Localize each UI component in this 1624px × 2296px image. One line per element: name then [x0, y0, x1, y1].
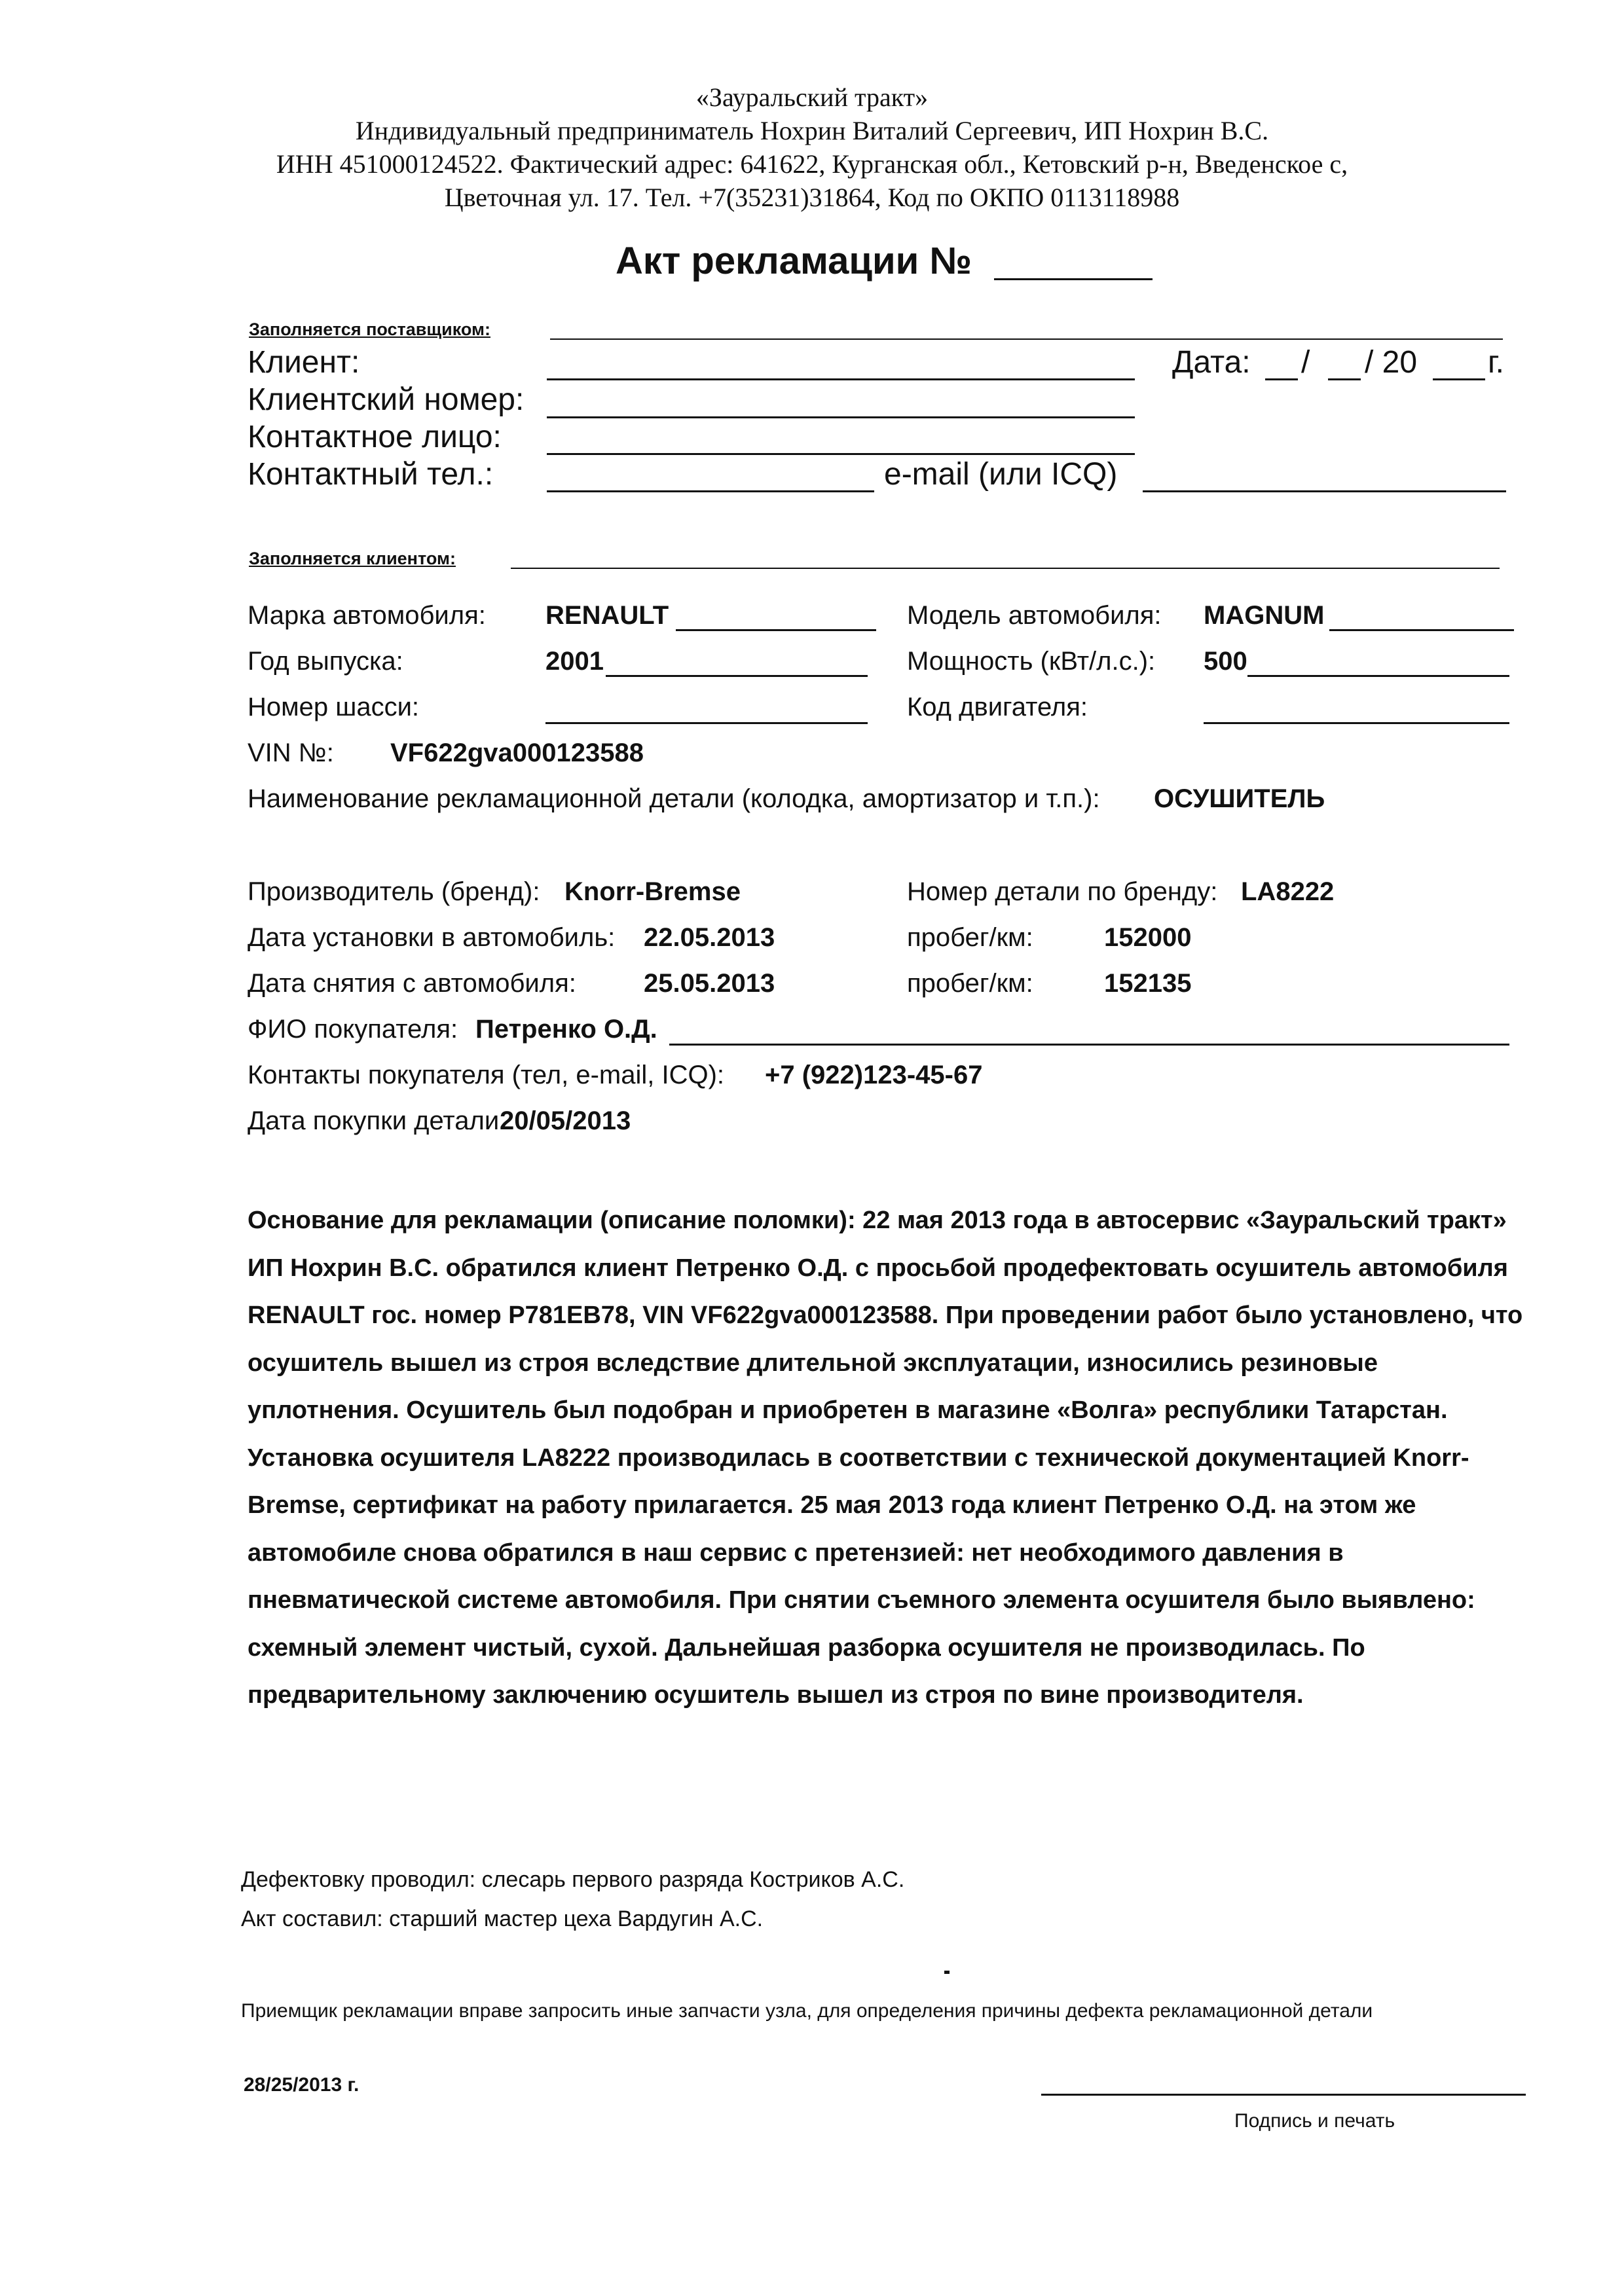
act-compiler-line: Акт составил: старший мастер цеха Вардугин А.С. [241, 1906, 764, 1931]
removal-date-label: Дата снятия с автомобиля: [248, 969, 576, 998]
client-number-field[interactable] [547, 416, 1135, 418]
chassis-field[interactable] [545, 722, 868, 724]
buyer-contacts-label: Контакты покупателя (тел, e-mail, ICQ): [248, 1061, 725, 1089]
date-label: Дата: [1172, 345, 1251, 380]
signature-field[interactable] [1041, 2094, 1526, 2096]
part-number-value: LA8222 [1241, 877, 1335, 906]
contact-person-label: Контактное лицо: [248, 420, 502, 454]
part-number-label: Номер детали по бренду: [907, 877, 1218, 906]
engine-code-label: Код двигателя: [907, 693, 1088, 721]
power-field[interactable] [1247, 675, 1509, 677]
buyer-name-field[interactable] [669, 1044, 1509, 1046]
vin-value: VF622gva000123588 [390, 738, 644, 767]
email-label: e-mail (или ICQ) [884, 457, 1118, 492]
street-phone-line: Цветочная ул. 17. Тел. +7(35231)31864, Код по ОКПО 0113118988 [444, 183, 1180, 212]
document-title: Акт рекламации № [616, 240, 972, 282]
part-name-label: Наименование рекламационной детали (колодка, амортизатор и т.п.): [248, 784, 1100, 813]
client-label: Клиент: [248, 345, 360, 380]
client-number-label: Клиентский номер: [248, 382, 525, 417]
vin-label: VIN №: [248, 738, 334, 767]
footer-note: Приемщик рекламации вправе запросить иные запчасти узла, для определения причины дефекта рекламационной детали [241, 2000, 1373, 2022]
car-make-label: Марка автомобиля: [248, 601, 486, 630]
engine-code-field[interactable] [1204, 722, 1509, 724]
car-make-value: RENAULT [545, 601, 669, 630]
car-model-label: Модель автомобиля: [907, 601, 1162, 630]
power-value: 500 [1204, 647, 1247, 676]
part-name-value: ОСУШИТЕЛЬ [1154, 784, 1325, 813]
year-field[interactable] [606, 675, 868, 677]
install-date-value: 22.05.2013 [644, 923, 775, 952]
section-divider [511, 568, 1500, 569]
buyer-contacts-value: +7 (922)123-45-67 [765, 1061, 983, 1089]
mileage-removal-value: 152135 [1104, 969, 1192, 998]
car-model-field[interactable] [1329, 629, 1514, 631]
purchase-date-label: Дата покупки детали [248, 1106, 500, 1135]
client-field[interactable] [547, 378, 1135, 380]
entrepreneur-line: Индивидуальный предприниматель Нохрин Виталий Сергеевич, ИП Нохрин В.С. [355, 116, 1269, 145]
scan-mark [944, 1971, 950, 1974]
contact-person-field[interactable] [547, 453, 1135, 455]
purchase-date-value: 20/05/2013 [500, 1106, 631, 1135]
buyer-name-label: ФИО покупателя: [248, 1015, 458, 1044]
mileage-label: пробег/км: [907, 923, 1033, 952]
mileage-install-value: 152000 [1104, 923, 1192, 952]
contact-phone-field[interactable] [547, 490, 874, 492]
date-year-field[interactable] [1433, 378, 1485, 380]
contact-phone-label: Контактный тел.: [248, 457, 494, 492]
buyer-name-value: Петренко О.Д. [475, 1015, 657, 1044]
car-make-field[interactable] [676, 629, 876, 631]
client-section-heading: Заполняется клиентом: [249, 549, 456, 568]
complaint-basis-text: Основание для рекламации (описание поломки): 22 мая 2013 года в автосервис «Зауральский тракт» ИП Нохрин В.С. обратился клиент Петренко О.Д. с просьбой продефектовать осушитель автомобиля RENAULT гос. номер Р781ЕВ78, VIN VF622gva000123588. При проведении работ было установлено, что осушитель вышел из строя вследствие длительной эксплуатации, износились резиновые уплотнения. Осушитель был подобран и приобретен в магазине «Волга» республики Татарстан. Установка осушителя LA8222 производилась в соответствии с технической документацией Knorr-Bremse, сертификат на работу прилагается. 25 мая 2013 года клиент Петренко О.Д. на этом же автомобиле снова обратился в наш сервис с претензией: нет необходимого давления в пневматической системе автомобиля. При снятии съемного элемента осушителя было выявлено: схемный элемент чистый, сухой. Дальнейшая разборка осушителя не производилась. По предварительному заключению осушитель вышел из строя по вине производителя. [248, 1207, 1523, 1709]
email-field[interactable] [1143, 490, 1506, 492]
defect-inspector-line: Дефектовку проводил: слесарь первого разряда Костриков А.С. [241, 1867, 905, 1892]
install-date-label: Дата установки в автомобиль: [248, 923, 616, 952]
removal-date-value: 25.05.2013 [644, 969, 775, 998]
supplier-section-heading: Заполняется поставщиком: [249, 319, 491, 339]
act-number-field[interactable] [994, 278, 1153, 280]
footer-date: 28/25/2013 г. [244, 2074, 360, 2096]
date-day-field[interactable] [1265, 378, 1298, 380]
date-year-prefix: / 20 [1365, 345, 1418, 380]
chassis-label: Номер шасси: [248, 693, 420, 721]
year-value: 2001 [545, 647, 604, 676]
company-name: «Зауральский тракт» [695, 82, 929, 112]
power-label: Мощность (кВт/л.с.): [907, 647, 1156, 676]
inn-address-line: ИНН 451000124522. Фактический адрес: 641622, Курганская обл., Кетовский р-н, Введенское с, [276, 149, 1348, 179]
year-label: Год выпуска: [248, 647, 403, 676]
date-separator: / [1301, 345, 1310, 380]
date-month-field[interactable] [1328, 378, 1361, 380]
brand-label: Производитель (бренд): [248, 877, 540, 906]
section-divider [550, 338, 1503, 340]
mileage-label: пробег/км: [907, 969, 1033, 998]
signature-label: Подпись и печать [1234, 2110, 1395, 2132]
brand-value: Knorr-Bremse [564, 877, 741, 906]
car-model-value: MAGNUM [1204, 601, 1325, 630]
date-suffix: г. [1488, 345, 1504, 380]
